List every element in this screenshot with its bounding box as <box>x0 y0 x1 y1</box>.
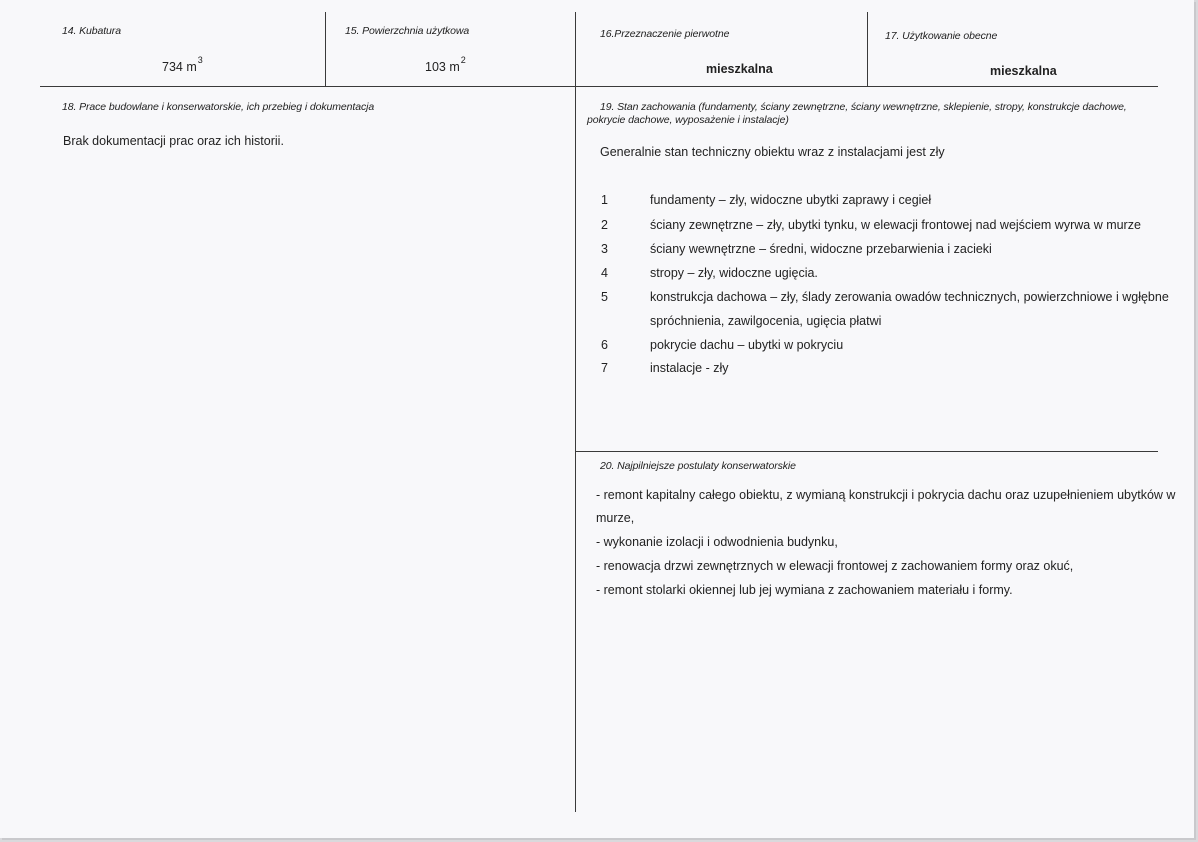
postulate-line: - remont stolarki okiennej lub jej wymiana z zachowaniem materiału i formy. <box>596 583 1013 597</box>
field-17-value: mieszkalna <box>990 64 1057 78</box>
postulate-line: - wykonanie izolacji i odwodnienia budynku, <box>596 535 838 549</box>
field-18-label: 18. Prace budowlane i konserwatorskie, ich przebieg i dokumentacja <box>62 101 375 113</box>
field-16-label: 16.Przeznaczenie pierwotne <box>600 28 730 40</box>
condition-item-number: 7 <box>601 361 608 375</box>
condition-item-number: 2 <box>601 218 608 232</box>
divider-16-17 <box>867 12 868 87</box>
divider-main-vertical <box>575 12 576 812</box>
field-17-label: 17. Użytkowanie obecne <box>885 30 998 42</box>
field-14-value <box>162 55 203 74</box>
condition-item-text: konstrukcja dachowa – zły, ślady zerowania owadów technicznych, powierzchniowe i wgłębne <box>650 290 1169 304</box>
condition-item-text: stropy – zły, widoczne ugięcia. <box>650 266 818 280</box>
condition-item-text-continued: spróchnienia, zawilgocenia, ugięcia płatwi <box>650 314 882 328</box>
condition-item-number: 6 <box>601 338 608 352</box>
postulate-line: - remont kapitalny całego obiektu, z wymianą konstrukcji i pokrycia dachu oraz uzupełnieniem ubytków w <box>596 488 1176 502</box>
divider-14-15 <box>325 12 326 87</box>
divider-19-20 <box>575 451 1158 452</box>
condition-item-text: fundamenty – zły, widoczne ubytki zaprawy i cegieł <box>650 193 932 207</box>
field-15-value <box>425 55 466 74</box>
condition-item-text: pokrycie dachu – ubytki w pokryciu <box>650 338 844 352</box>
postulate-line: murze, <box>596 511 635 525</box>
field-14-unit-exponent: 3 <box>197 55 203 65</box>
condition-item-text: ściany wewnętrzne – średni, widoczne przebarwienia i zacieki <box>650 242 992 256</box>
condition-item-number: 5 <box>601 290 608 304</box>
condition-item-number: 1 <box>601 193 608 207</box>
field-20-label: 20. Najpilniejsze postulaty konserwatorskie <box>600 460 796 472</box>
divider-top-row-bottom <box>40 86 1158 87</box>
field-15-label: 15. Powierzchnia użytkowa <box>345 25 470 37</box>
field-19-label-line2: pokrycie dachowe, wyposażenie i instalacje) <box>587 114 789 126</box>
condition-item-number: 4 <box>601 266 608 280</box>
condition-item-number: 3 <box>601 242 608 256</box>
field-14-number: 734 m <box>162 60 197 74</box>
field-14-label: 14. Kubatura <box>62 25 121 37</box>
field-19-label-line1: 19. Stan zachowania (fundamenty, ściany zewnętrzne, ściany wewnętrzne, sklepienie, stropy, konstrukcje dachowe, <box>600 101 1127 113</box>
field-15-unit-exponent: 2 <box>460 55 466 65</box>
field-19-intro: Generalnie stan techniczny obiektu wraz z instalacjami jest zły <box>600 145 945 159</box>
field-16-value: mieszkalna <box>706 62 773 76</box>
condition-item-text: ściany zewnętrzne – zły, ubytki tynku, w elewacji frontowej nad wejściem wyrwa w murze <box>650 218 1141 232</box>
field-18-text: Brak dokumentacji prac oraz ich historii. <box>63 134 284 148</box>
field-15-number: 103 m <box>425 60 460 74</box>
condition-item-text: instalacje - zły <box>650 361 729 375</box>
postulate-line: - renowacja drzwi zewnętrznych w elewacji frontowej z zachowaniem formy oraz okuć, <box>596 559 1074 573</box>
